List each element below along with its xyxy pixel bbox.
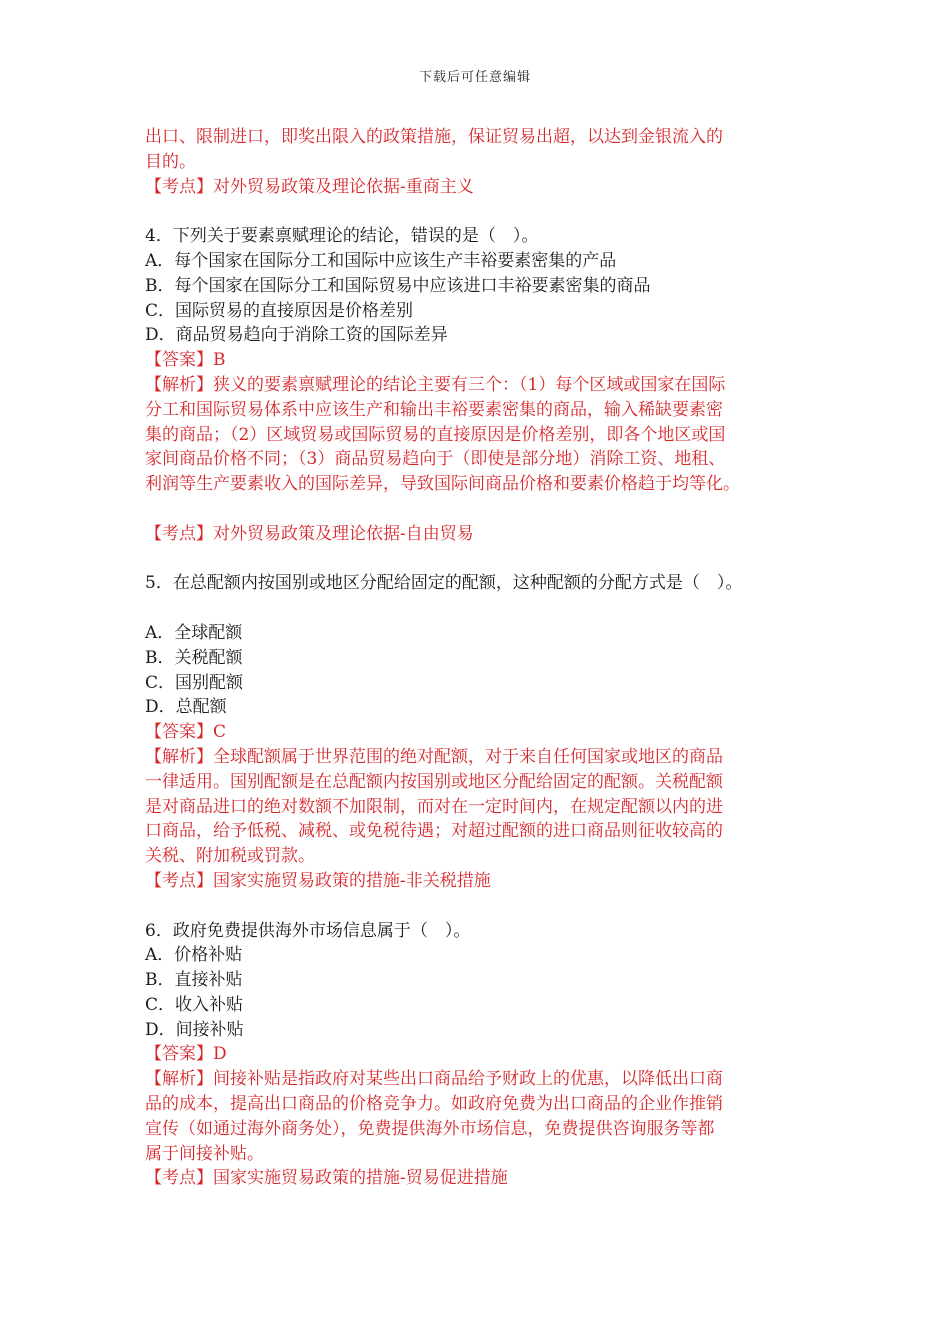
intro-line: 出口、限制进口，即奖出限入的政策措施，保证贸易出超，以达到金银流入的 [145,127,723,147]
analysis-line: 关税、附加税或罚款。 [145,846,315,867]
option: A．每个国家在国际分工和国际中应该生产丰裕要素密集的产品 [145,250,617,271]
analysis-line: 利润等生产要素收入的国际差异，导致国际间商品价格和要素价格趋于均等化。 [145,474,740,495]
option: B．直接补贴 [145,970,243,991]
analysis-line: 一律适用。国别配额是在总配额内按国别或地区分配给固定的配额。关税配额 [145,771,723,792]
answer-label: 【答案】B [145,350,226,371]
analysis-line: 家间商品价格不同；（3）商品贸易趋向于（即使是部分地）消除工资、地租、 [145,449,726,470]
option: D．间接补贴 [145,1019,244,1040]
intro-line: 目的。 [145,151,196,172]
question-4: 4．下列关于要素禀赋理论的结论，错误的是（ ）。 [145,226,539,247]
kaodian-label: 【考点】对外贸易政策及理论依据-重商主义 [145,176,474,197]
question-5: 5．在总配额内按国别或地区分配给固定的配额，这种配额的分配方式是（ ）。 [145,573,743,594]
option: B．每个国家在国际分工和国际贸易中应该进口丰裕要素密集的商品 [145,275,651,296]
option: B．关税配额 [145,647,243,668]
kaodian-label: 【考点】国家实施贸易政策的措施-贸易促进措施 [145,1168,508,1189]
option: A．全球配额 [145,622,243,643]
analysis-line: 【解析】狭义的要素禀赋理论的结论主要有三个：（1）每个区域或国家在国际 [145,374,726,395]
option: D．总配额 [145,697,227,718]
analysis-line: 属于间接补贴。 [145,1143,264,1164]
analysis-line: 口商品，给予低税、减税、或免税待遇；对超过配额的进口商品则征收较高的 [145,821,723,842]
analysis-line: 品的成本，提高出口商品的价格竞争力。如政府免费为出口商品的企业作推销 [145,1094,723,1115]
analysis-line: 集的商品；（2）区域贸易或国际贸易的直接原因是价格差别，即各个地区或国 [145,424,726,445]
document-body [145,125,835,1191]
analysis-line: 【解析】全球配额属于世界范围的绝对配额，对于来自任何国家或地区的商品 [145,746,723,767]
question-6: 6．政府免费提供海外市场信息属于（ ）。 [145,920,471,941]
analysis-line: 宣传（如通过海外商务处），免费提供海外市场信息，免费提供咨询服务等都 [145,1118,715,1139]
analysis-line: 是对商品进口的绝对数额不加限制，而对在一定时间内，在规定配额以内的进 [145,796,723,817]
kaodian-label: 【考点】国家实施贸易政策的措施-非关税措施 [145,870,491,891]
option: A．价格补贴 [145,945,243,966]
page-header: 下载后可任意编辑 [418,70,531,85]
kaodian-label: 【考点】对外贸易政策及理论依据-自由贸易 [145,523,474,544]
analysis-line: 分工和国际贸易体系中应该生产和输出丰裕要素密集的商品，输入稀缺要素密 [145,399,723,420]
option: C．收入补贴 [145,994,244,1015]
answer-label: 【答案】D [145,1044,227,1065]
analysis-line: 【解析】间接补贴是指政府对某些出口商品给予财政上的优惠，以降低出口商 [145,1069,723,1090]
option: D．商品贸易趋向于消除工资的国际差异 [145,325,448,346]
option: C．国别配额 [145,672,244,693]
answer-label: 【答案】C [145,722,227,743]
option: C．国际贸易的直接原因是价格差别 [145,300,414,321]
